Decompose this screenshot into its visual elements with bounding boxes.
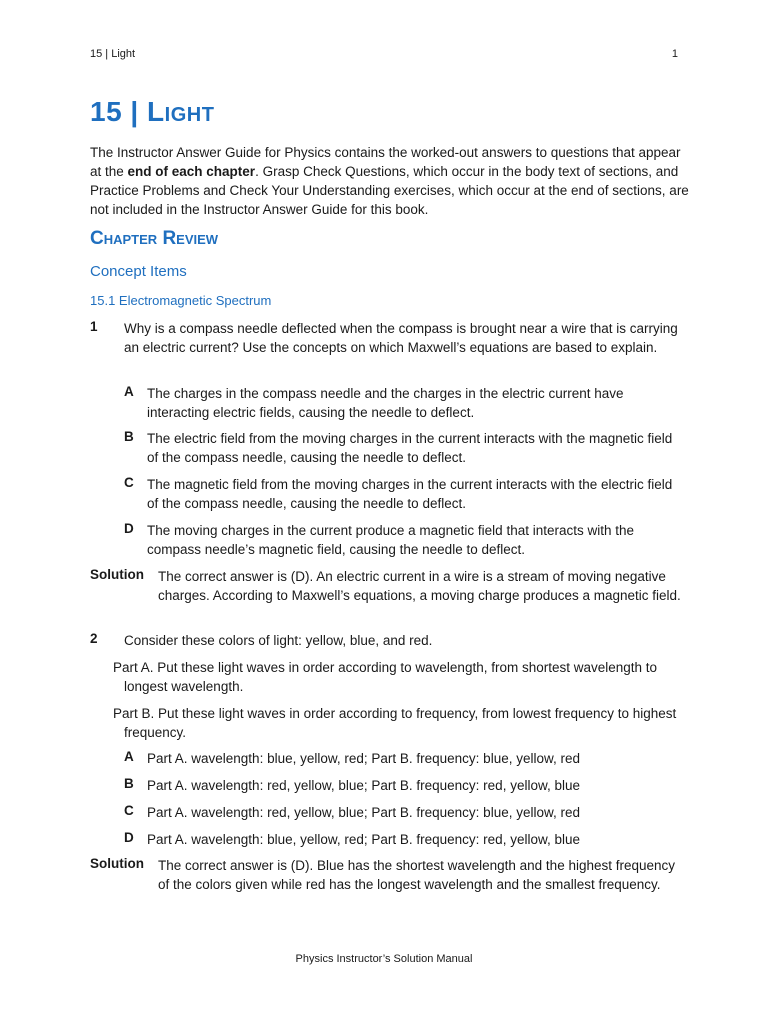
concept-items-heading: Concept Items	[90, 263, 187, 280]
option-text: Part A. wavelength: red, yellow, blue; Part B. frequency: blue, yellow, red	[147, 805, 580, 820]
question-text: Why is a compass needle deflected when the compass is brought near a wire that is carrying an electric current? Use the concepts on which Maxwell’s equations are based to explain.	[124, 321, 678, 355]
question-text: Consider these colors of light: yellow, blue, and red.	[124, 633, 433, 648]
option-text: Part A. wavelength: blue, yellow, red; Part B. frequency: blue, yellow, red	[147, 751, 580, 766]
option-text: The magnetic field from the moving charges in the current interacts with the electric field of the compass needle, causing the needle to deflect.	[147, 477, 673, 511]
intro-text-start: The Instructor Answer Guide for Physics contains the worked-out answers to questions that appear at the	[90, 145, 681, 179]
page-number: 1	[671, 48, 678, 60]
solution-label: Solution	[90, 567, 144, 582]
option-letter: A	[124, 384, 134, 399]
chapter-title: 15 | Light	[90, 96, 215, 127]
question-number: 2	[90, 631, 98, 646]
solution-text: The correct answer is (D). An electric current in a wire is a stream of moving negative charges. According to Maxwell’s equations, a moving charge produces a magnetic field.	[158, 569, 681, 603]
intro-text-end: . Grasp Check Questions, which occur in the body text of sections, and Practice Problems and Check Your Understanding exercises, which occur at the end of sections, are not included in the Instructor Answer Guide for this book.	[90, 164, 689, 217]
chapter-review-heading: Chapter Review	[90, 228, 219, 249]
option-letter: B	[124, 429, 134, 444]
intro-bold-text: end of each chapter	[127, 164, 256, 179]
question-number: 1	[90, 319, 98, 334]
page-footer: Physics Instructor’s Solution Manual	[295, 953, 473, 965]
option-letter: B	[124, 776, 134, 791]
option-text: The electric field from the moving charges in the current interacts with the magnetic field of the compass needle, causing the needle to deflect.	[147, 431, 673, 465]
option-letter: D	[124, 830, 134, 845]
section-heading: 15.1 Electromagnetic Spectrum	[90, 293, 272, 308]
solution-label: Solution	[90, 856, 144, 871]
option-letter: C	[124, 803, 134, 818]
option-letter: D	[124, 521, 134, 536]
part-a-prompt: Part A. Put these light waves in order according to wavelength, from shortest wavelength to longest wavelength.	[113, 660, 658, 694]
option-text: Part A. wavelength: blue, yellow, red; Part B. frequency: red, yellow, blue	[147, 832, 580, 847]
option-letter: C	[124, 475, 134, 490]
option-letter: A	[124, 749, 134, 764]
running-header: 15 | Light	[90, 48, 136, 60]
option-text: The charges in the compass needle and the charges in the electric current have interacting electric fields, causing the needle to deflect.	[147, 386, 624, 420]
part-b-prompt: Part B. Put these light waves in order according to frequency, from lowest frequency to highest frequency.	[113, 706, 677, 740]
solution-text: The correct answer is (D). Blue has the shortest wavelength and the highest frequency of the colors given while red has the longest wavelength and the smallest frequency.	[158, 858, 676, 892]
option-text: The moving charges in the current produce a magnetic field that interacts with the compass needle’s magnetic field, causing the needle to deflect.	[147, 523, 635, 557]
intro-paragraph	[90, 143, 690, 219]
option-text: Part A. wavelength: red, yellow, blue; Part B. frequency: red, yellow, blue	[147, 778, 580, 793]
